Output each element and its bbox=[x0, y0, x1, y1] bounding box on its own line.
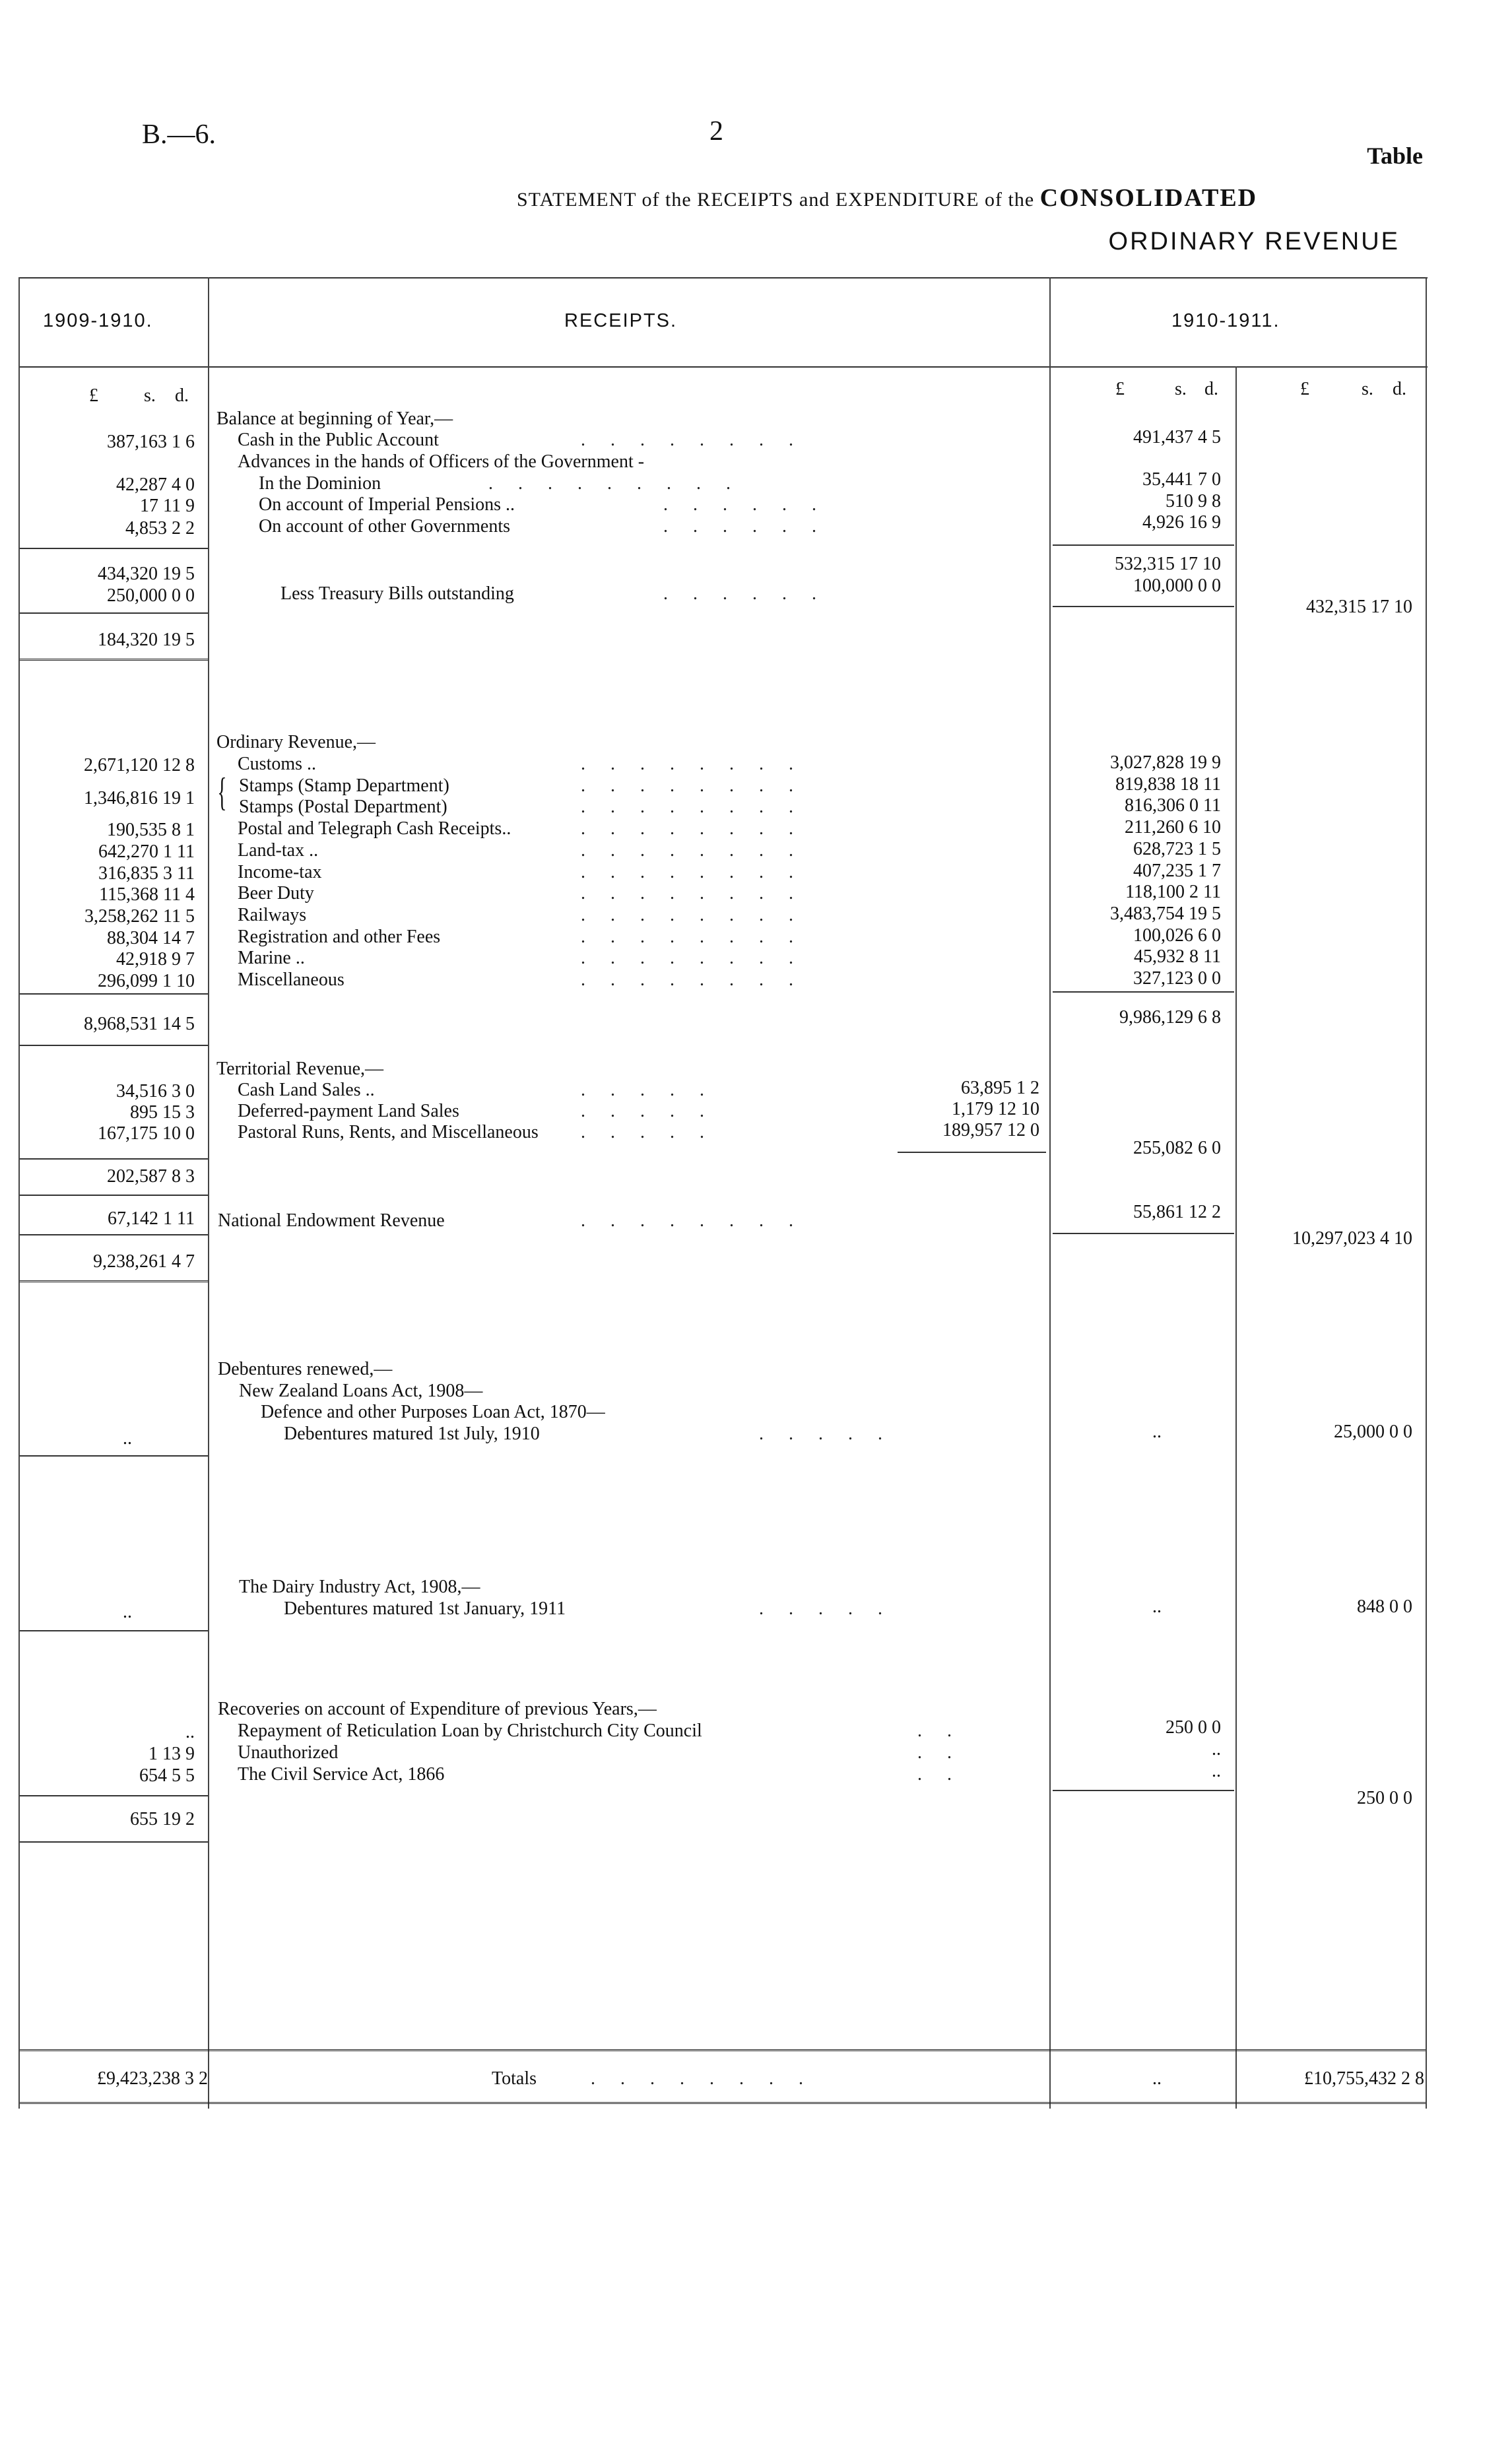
rule bbox=[20, 993, 208, 995]
ordinary-item-prev: 42,918 9 7 bbox=[116, 949, 195, 969]
table-top-rule bbox=[18, 277, 1428, 279]
ordinary-item-cur: 628,723 1 5 bbox=[1133, 839, 1221, 859]
ordinary-item-cur: 816,306 0 11 bbox=[1125, 795, 1221, 816]
ordinary-item-label: Land-tax .. bbox=[238, 840, 319, 861]
rule bbox=[20, 1455, 208, 1457]
totals-cur: .. bbox=[1152, 2068, 1162, 2089]
territorial-item-prev: 895 15 3 bbox=[130, 1102, 195, 1123]
balance-subtotal-prev: 434,320 19 5 bbox=[98, 564, 195, 584]
revenue-grand-prev: 9,238,261 4 7 bbox=[93, 1251, 195, 1272]
rule bbox=[20, 1195, 208, 1196]
rule bbox=[20, 1841, 208, 1843]
rule bbox=[1053, 544, 1234, 546]
ordinary-item-label: Beer Duty bbox=[238, 883, 314, 903]
ordinary-item-label: Postal and Telegraph Cash Receipts.. bbox=[238, 818, 511, 839]
ordinary-item-prev: 115,368 11 4 bbox=[99, 884, 195, 905]
territorial-total-prev: 202,587 8 3 bbox=[107, 1166, 195, 1187]
debentures-purpose: Defence and other Purposes Loan Act, 1870— bbox=[261, 1402, 605, 1422]
ordinary-item-label: Stamps (Stamp Department) bbox=[239, 775, 449, 796]
ordinary-item-cur: 407,235 1 7 bbox=[1133, 861, 1221, 881]
territorial-item-prev: 167,175 10 0 bbox=[98, 1123, 195, 1144]
balance-cash-prev: 387,163 1 6 bbox=[107, 432, 195, 452]
header-bottom-rule bbox=[18, 366, 1428, 368]
rule bbox=[1053, 991, 1234, 993]
other-gov-prev: 4,853 2 2 bbox=[125, 518, 195, 539]
page-number: 2 bbox=[709, 116, 723, 147]
totals-label: Totals bbox=[492, 2068, 537, 2089]
rule bbox=[1053, 1790, 1234, 1791]
dot-leader: ........ bbox=[581, 884, 818, 903]
totals-grand: £10,755,432 2 8 bbox=[1304, 2068, 1424, 2089]
territorial-item-sub: 63,895 1 2 bbox=[961, 1078, 1039, 1098]
prev-d-unit: d. bbox=[175, 385, 189, 406]
dominion-label: In the Dominion bbox=[259, 473, 381, 494]
prev-pound-unit: £ bbox=[89, 385, 98, 406]
dot-leader: ..... bbox=[581, 1123, 729, 1142]
ordinary-item-cur: 211,260 6 10 bbox=[1125, 817, 1221, 837]
rule bbox=[898, 1152, 1046, 1153]
dot-leader: ...... bbox=[663, 495, 841, 515]
territorial-item-prev: 34,516 3 0 bbox=[116, 1081, 195, 1101]
dot-leader: ........ bbox=[581, 430, 818, 450]
balance-cash-label: Cash in the Public Account bbox=[238, 430, 439, 450]
ordinary-item-prev: 642,270 1 11 bbox=[98, 841, 195, 862]
ordinary-item-label: Stamps (Postal Department) bbox=[239, 797, 447, 817]
territorial-heading: Territorial Revenue,— bbox=[216, 1059, 384, 1079]
rule bbox=[20, 1158, 208, 1160]
dominion-cur: 35,441 7 0 bbox=[1142, 469, 1221, 490]
ordinary-item-label: Customs .. bbox=[238, 754, 317, 774]
treasury-label: Less Treasury Bills outstanding bbox=[280, 583, 514, 604]
balance-heading: Balance at beginning of Year,— bbox=[216, 409, 453, 429]
debentures-cur: .. bbox=[1152, 1422, 1162, 1442]
ordinary-item-prev: 316,835 3 11 bbox=[98, 863, 195, 884]
document-code: B.—6. bbox=[142, 119, 216, 150]
double-rule bbox=[20, 1280, 208, 1285]
totals-prev: £9,423,238 3 2 bbox=[97, 2068, 208, 2089]
dominion-prev: 42,287 4 0 bbox=[116, 475, 195, 495]
recovery-item-cur: .. bbox=[1212, 1739, 1221, 1759]
ordinary-item-prev: 3,258,262 11 5 bbox=[84, 906, 195, 927]
dot-leader: ........ bbox=[581, 776, 818, 796]
pensions-prev: 17 11 9 bbox=[140, 496, 195, 516]
territorial-item-label: Cash Land Sales .. bbox=[238, 1080, 375, 1100]
prev-s-unit: s. bbox=[144, 385, 156, 406]
subtitle: ORDINARY REVENUE bbox=[1108, 228, 1400, 255]
territorial-item-sub: 189,957 12 0 bbox=[942, 1120, 1039, 1140]
dairy-cur: .. bbox=[1152, 1596, 1162, 1617]
statement-prefix: STATEMENT of the RECEIPTS and EXPENDITURE of the bbox=[517, 189, 1035, 211]
cur-year-divider bbox=[1235, 366, 1237, 2109]
ordinary-item-prev: 190,535 8 1 bbox=[107, 820, 195, 840]
treasury-cur: 100,000 0 0 bbox=[1133, 575, 1221, 596]
debentures-heading: Debentures renewed,— bbox=[218, 1359, 393, 1379]
treasury-prev: 250,000 0 0 bbox=[107, 585, 195, 606]
other-gov-label: On account of other Governments bbox=[259, 516, 510, 537]
debentures-prev: .. bbox=[123, 1428, 132, 1449]
debentures-total: 25,000 0 0 bbox=[1334, 1422, 1412, 1442]
balance-cash-cur: 491,437 4 5 bbox=[1133, 427, 1221, 447]
dairy-matured: Debentures matured 1st January, 1911 bbox=[284, 1598, 566, 1619]
dot-leader: ........ bbox=[581, 863, 818, 882]
statement-title bbox=[517, 183, 1257, 213]
ordinary-item-cur: 100,026 6 0 bbox=[1133, 925, 1221, 946]
dot-leader: ......... bbox=[488, 474, 756, 494]
ordinary-item-prev: 2,671,120 12 8 bbox=[84, 755, 195, 775]
endowment-label: National Endowment Revenue bbox=[218, 1210, 445, 1231]
recovery-item-label: Repayment of Reticulation Loan by Christchurch City Council bbox=[238, 1721, 702, 1741]
recoveries-total: 250 0 0 bbox=[1357, 1788, 1412, 1808]
ordinary-item-cur: 327,123 0 0 bbox=[1133, 968, 1221, 989]
table-word: Table bbox=[1367, 143, 1423, 169]
pensions-cur: 510 9 8 bbox=[1166, 491, 1221, 511]
recovery-item-label: The Civil Service Act, 1866 bbox=[238, 1764, 445, 1785]
dot-leader: .. bbox=[917, 1765, 977, 1785]
ordinary-total-cur: 9,986,129 6 8 bbox=[1119, 1007, 1221, 1028]
rule bbox=[20, 1630, 208, 1631]
revenue-grand-total: 10,297,023 4 10 bbox=[1292, 1228, 1412, 1249]
recoveries-heading: Recoveries on account of Expenditure of previous Years,— bbox=[218, 1699, 657, 1719]
territorial-item-label: Pastoral Runs, Rents, and Miscellaneous bbox=[238, 1122, 539, 1142]
dot-leader: ..... bbox=[581, 1080, 729, 1100]
dot-leader: ........ bbox=[581, 1211, 818, 1231]
territorial-item-sub: 1,179 12 10 bbox=[952, 1099, 1039, 1119]
dot-leader: ........ bbox=[581, 927, 818, 947]
prev-year-head: 1909-1910. bbox=[43, 310, 153, 331]
tot-pound-unit: £ bbox=[1300, 379, 1309, 399]
balance-net-prev: 184,320 19 5 bbox=[98, 630, 195, 650]
totals-top-rule bbox=[20, 2049, 1426, 2054]
recoveries-total-prev: 655 19 2 bbox=[130, 1809, 195, 1829]
dot-leader: ..... bbox=[759, 1599, 907, 1619]
stamps-prev-combined: 1,346,816 19 1 bbox=[84, 788, 195, 808]
ordinary-item-cur: 3,027,828 19 9 bbox=[1110, 752, 1221, 773]
dairy-prev: .. bbox=[123, 1602, 132, 1622]
dot-leader: ........ bbox=[581, 819, 818, 839]
rule bbox=[20, 1234, 208, 1235]
advances-label: Advances in the hands of Officers of the Government - bbox=[238, 451, 645, 472]
left-border bbox=[18, 277, 20, 2109]
debentures-matured: Debentures matured 1st July, 1910 bbox=[284, 1424, 540, 1444]
ordinary-total-prev: 8,968,531 14 5 bbox=[84, 1014, 195, 1034]
recovery-item-cur: .. bbox=[1212, 1761, 1221, 1781]
cur-year-head: 1910-1911. bbox=[1171, 310, 1280, 331]
dot-leader: ........ bbox=[581, 754, 818, 774]
dot-leader: ........ bbox=[581, 905, 818, 925]
recovery-item-prev: 654 5 5 bbox=[139, 1765, 195, 1786]
dairy-total: 848 0 0 bbox=[1357, 1596, 1412, 1617]
dot-leader: ...... bbox=[663, 517, 841, 537]
endowment-prev: 67,142 1 11 bbox=[108, 1208, 195, 1229]
ordinary-item-cur: 45,932 8 11 bbox=[1134, 946, 1221, 967]
balance-subtotal-cur: 532,315 17 10 bbox=[1115, 554, 1221, 574]
dot-leader: ........ bbox=[581, 841, 818, 861]
tot-s-unit: s. bbox=[1362, 379, 1373, 399]
tot-d-unit: d. bbox=[1393, 379, 1406, 399]
pensions-label: On account of Imperial Pensions .. bbox=[259, 494, 515, 515]
dot-leader: ..... bbox=[759, 1424, 907, 1444]
dot-leader: ........ bbox=[581, 970, 818, 990]
dot-leader: .. bbox=[917, 1721, 977, 1741]
endowment-cur: 55,861 12 2 bbox=[1133, 1202, 1221, 1222]
cur-pound-unit: £ bbox=[1115, 379, 1125, 399]
rule bbox=[20, 1795, 208, 1796]
ordinary-item-prev: 296,099 1 10 bbox=[98, 971, 195, 991]
dot-leader: ........ bbox=[581, 797, 818, 817]
rule bbox=[20, 612, 208, 614]
rule bbox=[20, 548, 208, 549]
ordinary-item-label: Railways bbox=[238, 905, 307, 925]
recovery-item-prev: .. bbox=[185, 1722, 195, 1742]
double-rule bbox=[20, 659, 208, 663]
ordinary-item-cur: 118,100 2 11 bbox=[1125, 882, 1221, 902]
receipts-head: RECEIPTS. bbox=[564, 310, 678, 331]
rule bbox=[1053, 1233, 1234, 1234]
totals-bottom-rule bbox=[20, 2102, 1426, 2107]
ordinary-item-cur: 3,483,754 19 5 bbox=[1110, 903, 1221, 924]
sub-column-divider bbox=[1049, 277, 1051, 2109]
dot-leader: ..... bbox=[581, 1101, 729, 1121]
ordinary-item-label: Miscellaneous bbox=[238, 969, 345, 990]
ordinary-item-cur: 819,838 18 11 bbox=[1115, 774, 1221, 795]
dot-leader: .. bbox=[917, 1743, 977, 1763]
balance-net-total: 432,315 17 10 bbox=[1306, 597, 1412, 617]
rule bbox=[20, 1045, 208, 1046]
recovery-item-cur: 250 0 0 bbox=[1166, 1717, 1221, 1738]
recovery-item-label: Unauthorized bbox=[238, 1742, 339, 1763]
territorial-item-label: Deferred-payment Land Sales bbox=[238, 1101, 459, 1121]
stamps-brace: { bbox=[217, 770, 227, 814]
dot-leader: ........ bbox=[591, 2069, 828, 2089]
cur-s-unit: s. bbox=[1175, 379, 1187, 399]
dot-leader: ........ bbox=[581, 948, 818, 968]
dairy-heading: The Dairy Industry Act, 1908,— bbox=[239, 1577, 480, 1597]
right-border bbox=[1426, 277, 1427, 2109]
ordinary-item-label: Income-tax bbox=[238, 862, 322, 882]
statement-bold: CONSOLIDATED bbox=[1039, 184, 1258, 212]
cur-d-unit: d. bbox=[1204, 379, 1218, 399]
debentures-act: New Zealand Loans Act, 1908— bbox=[239, 1381, 483, 1401]
rule bbox=[1053, 606, 1234, 607]
other-gov-cur: 4,926 16 9 bbox=[1142, 512, 1221, 533]
prev-year-divider bbox=[208, 277, 209, 2109]
recovery-item-prev: 1 13 9 bbox=[148, 1744, 195, 1764]
ordinary-item-label: Registration and other Fees bbox=[238, 927, 441, 947]
ordinary-item-label: Marine .. bbox=[238, 948, 305, 968]
dot-leader: ...... bbox=[663, 584, 841, 604]
territorial-total-cur: 255,082 6 0 bbox=[1133, 1138, 1221, 1158]
ordinary-heading: Ordinary Revenue,— bbox=[216, 732, 376, 752]
ordinary-item-prev: 88,304 14 7 bbox=[107, 928, 195, 948]
